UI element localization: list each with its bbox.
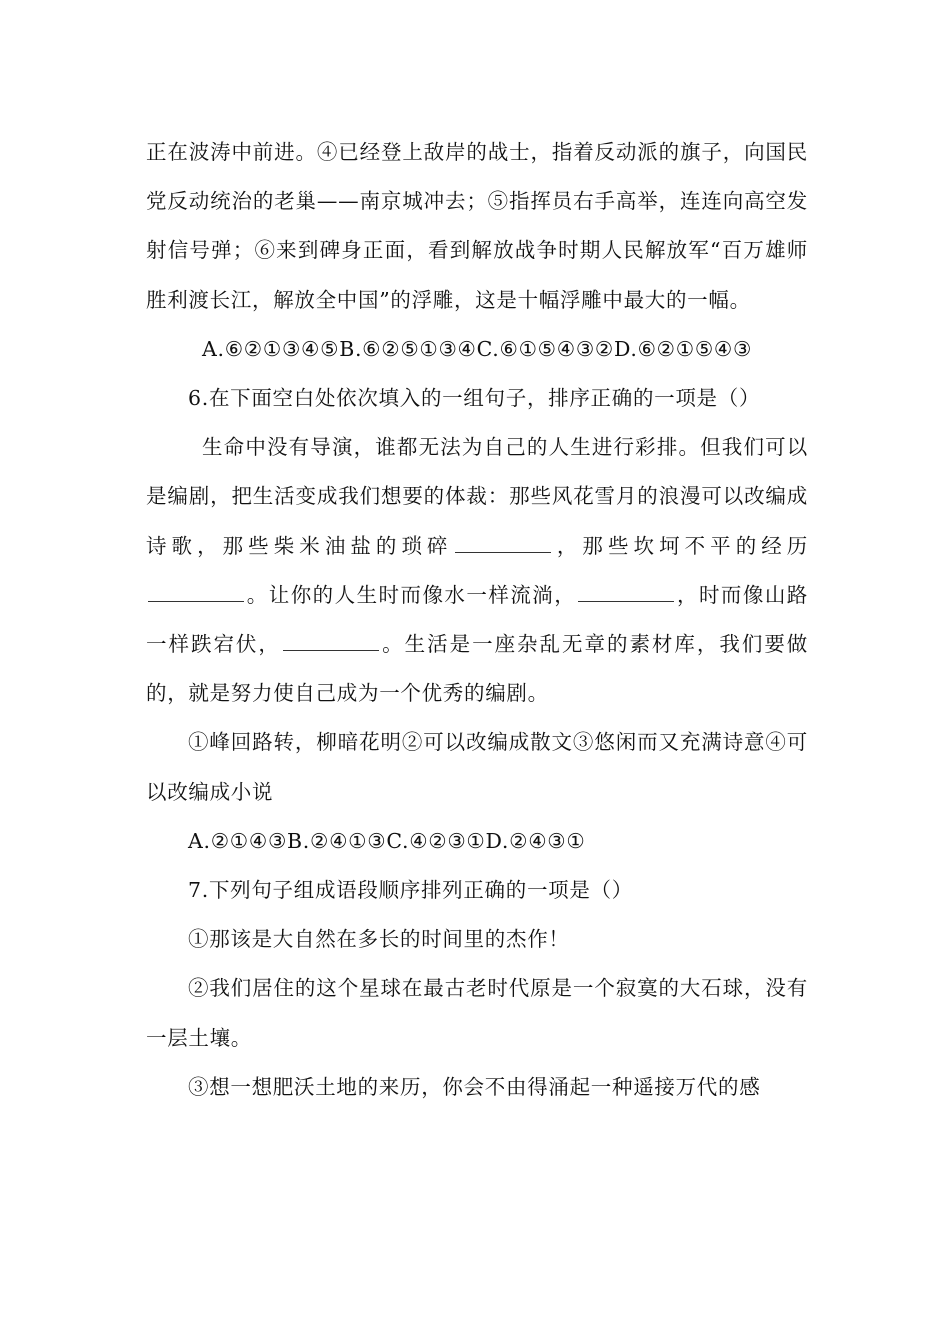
question-7-stem: 7.下列句子组成语段顺序排列正确的一项是（） xyxy=(188,878,633,903)
question-6-passage-part-5: 。生活是一座杂乱无章的素材库，我们要做的，就是努力使自己成为一个优秀的编剧。 xyxy=(146,632,808,706)
question-6-stem: 6.在下面空白处依次填入的一组句子，排序正确的一项是（） xyxy=(188,386,761,411)
question-6-passage-part-3: 。让你的人生时而像水一样流淌， xyxy=(246,582,577,607)
question-6-passage-part-4: ，时而像山路一样跌宕伏， xyxy=(146,582,808,657)
question-6-passage-part-1: 生命中没有导演，谁都无法为自己的人生进行彩排。但我们可以是编剧，把生活变成我们想要的体裁：那些风花雪月的浪漫可以改编成诗歌，那些柴米油盐的琐碎 xyxy=(146,435,808,558)
question-7-item-1: ①那该是大自然在多长的时间里的杰作！ xyxy=(188,927,570,952)
question-6-items: ①峰回路转，柳暗花明②可以改编成散文③悠闲而又充满诗意④可以改编成小说 xyxy=(146,730,808,804)
question-6-passage xyxy=(146,423,808,718)
fill-blank-2 xyxy=(148,579,244,602)
question-7-item-3: ③想一想肥沃土地的来历，你会不由得涌起一种遥接万代的感 xyxy=(188,1074,761,1099)
question-5-options: A.⑥②①③④⑤B.⑥②⑤①③④C.⑥①⑤④③②D.⑥②①⑤④③ xyxy=(202,336,753,361)
question-5-passage: 正在波涛中前进。④已经登上敌岸的战士，指着反动派的旗子，向国民党反动统治的老巢——南京城冲去；⑤指挥员右手高举，连连向高空发射信号弹；⑥来到碑身正面，看到解放战争时期人民解放军“百万雄师胜利渡长江，解放全中国”的浮雕，这是十幅浮雕中最大的一幅。 xyxy=(146,140,808,312)
question-6-options: A.②①④③B.②④①③C.④②③①D.②④③① xyxy=(188,828,586,853)
fill-blank-1 xyxy=(455,530,551,553)
fill-blank-3 xyxy=(578,579,674,602)
fill-blank-4 xyxy=(283,629,379,652)
document-content xyxy=(146,128,808,1112)
question-7-item-2: ②我们居住的这个星球在最古老时代原是一个寂寞的大石球，没有一层土壤。 xyxy=(146,976,808,1050)
question-6-passage-part-2: ，那些坎坷不平的经历 xyxy=(552,533,808,558)
